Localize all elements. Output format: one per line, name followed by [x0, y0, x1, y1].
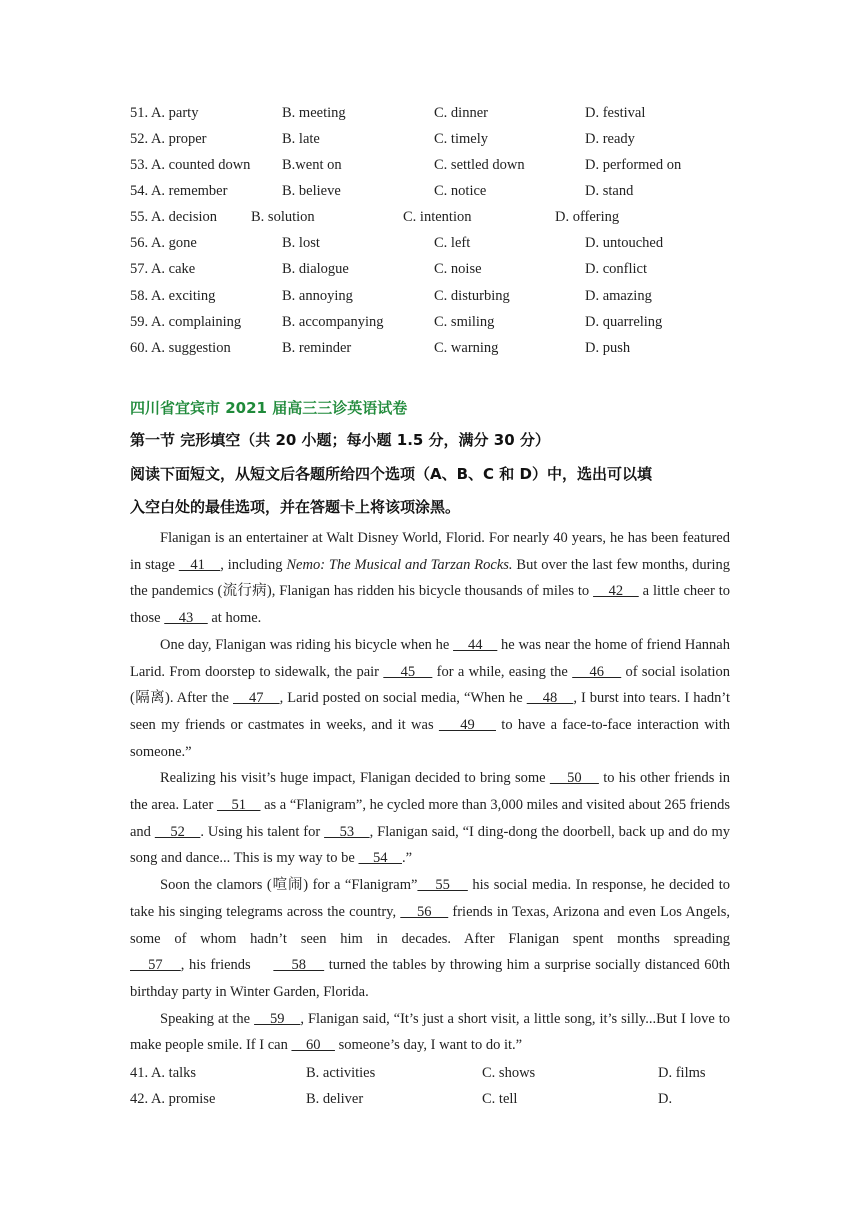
option-d: D. quarreling — [585, 314, 663, 330]
blank-57: 57 — [130, 957, 181, 974]
blank-41: 41 — [178, 556, 221, 573]
blank-44: 44 — [453, 636, 498, 653]
option-d: D. films — [658, 1065, 706, 1081]
passage-text: Realizing his visit’s huge impact, Flanigan decided to bring some — [160, 770, 550, 787]
option-d: D. stand — [585, 183, 634, 199]
blank-50: 50 — [549, 770, 599, 787]
option-c: C. shows — [482, 1065, 536, 1081]
option-d: D. amazing — [585, 288, 652, 304]
passage-text: , Flanigan said, “It’s just a short visit, a little song, it’s silly...But I love to make people smile. If I can — [130, 1010, 731, 1054]
passage-text: at home. — [207, 610, 262, 627]
option-b: B. lost — [282, 235, 320, 251]
option-d: D. — [658, 1091, 673, 1107]
option-c: C. timely — [434, 131, 488, 147]
option-c: C. notice — [434, 183, 487, 199]
option-d: D. festival — [585, 105, 646, 121]
option-c: C. noise — [434, 261, 482, 277]
option-d: D. offering — [555, 209, 620, 225]
option-b: B.went on — [282, 157, 342, 173]
option-b: B. deliver — [306, 1091, 364, 1107]
option-c: C. dinner — [434, 105, 488, 121]
option-d: D. untouched — [585, 235, 664, 251]
option-a: 59. A. complaining — [130, 314, 242, 330]
option-b: B. meeting — [282, 105, 346, 121]
paragraph-2 — [130, 632, 730, 766]
blank-54: 54 — [358, 850, 402, 867]
blank-59: 59 — [254, 1010, 301, 1027]
passage-text: he was near the home of friend Hannah Larid. From doorstep to sidewalk, the pair — [130, 636, 730, 680]
blank-49: 49 — [438, 716, 496, 733]
passage-text: as a “Flanigram”, he cycled more than 3,000 miles and visited about 265 friends and — [130, 797, 731, 840]
option-b: B. late — [282, 131, 320, 147]
blank-56: 56 — [400, 903, 449, 920]
option-a: 56. A. gone — [130, 235, 197, 251]
passage-text: friends in Texas, Arizona and even Los Angels, some of whom hadn’t seen him in decades. After Flanigan spent months spreading — [130, 903, 731, 947]
paragraph-1 — [130, 525, 730, 632]
option-a: 55. A. decision — [130, 209, 217, 225]
option-b: B. activities — [306, 1065, 376, 1081]
passage-text: . Using his talent for — [200, 823, 325, 840]
exam-title: 四川省宜宾市 2021 届高三三诊英语试卷 — [130, 399, 408, 417]
blank-47: 47 — [233, 690, 280, 707]
option-d: D. ready — [585, 131, 635, 147]
passage-text: .” — [401, 850, 413, 867]
option-a: 60. A. suggestion — [130, 340, 231, 356]
passage-text: , I burst into tears. I hadn’t seen my friends or castmates in weeks, and it was — [130, 690, 731, 733]
option-c: C. left — [434, 235, 471, 251]
passage-text: Flanigan is an entertainer at Walt Disney World, Florid. For nearly 40 years, he has been featured in stage — [130, 530, 730, 573]
passage-text: , his friends — [180, 957, 274, 974]
section-title: 第一节 完形填空（共 20 小题；每小题 1.5 分，满分 30 分） — [130, 431, 550, 449]
show-titles: Nemo: The Musical and Tarzan Rocks. — [286, 556, 513, 573]
paragraph-4 — [130, 872, 730, 1006]
passage-text: a little cheer to those — [130, 583, 731, 627]
option-b: B. reminder — [282, 340, 352, 356]
blank-51: 51 — [216, 797, 261, 814]
option-c: C. smiling — [434, 314, 495, 330]
option-a: 58. A. exciting — [130, 288, 216, 304]
option-b: B. solution — [251, 209, 315, 225]
option-c: C. settled down — [434, 157, 525, 173]
blank-48: 48 — [526, 690, 574, 707]
option-a: 57. A. cake — [130, 261, 196, 277]
cloze-passage — [130, 525, 730, 1059]
blank-46: 46 — [572, 663, 622, 680]
blank-53: 53 — [324, 823, 370, 840]
passage-text: his social media. In response, he decided to take his singing telegrams across the country, — [130, 877, 731, 920]
option-a: 52. A. proper — [130, 131, 207, 147]
blank-52: 52 — [154, 823, 201, 840]
option-c: C. tell — [482, 1091, 518, 1107]
option-d: D. performed on — [585, 157, 682, 173]
option-b: B. annoying — [282, 288, 353, 304]
passage-text: of social isolation (隔离). After the — [130, 663, 731, 707]
option-a: 42. A. promise — [130, 1091, 216, 1107]
passage-text: , Larid posted on social media, “When he — [279, 690, 527, 707]
option-b: B. dialogue — [282, 261, 349, 277]
passage-text: for a while, easing the — [432, 663, 573, 680]
option-c: C. intention — [403, 209, 472, 225]
instruction-line-1: 阅读下面短文，从短文后各题所给四个选项（A、B、C 和 D）中，选出可以填 — [130, 465, 652, 483]
option-d: D. conflict — [585, 261, 648, 277]
instruction-line-2: 入空白处的最佳选项，并在答题卡上将该项涂黑。 — [130, 498, 461, 516]
passage-text: to his other friends in the area. Later — [130, 770, 730, 814]
passage-text: Speaking at the — [160, 1010, 255, 1027]
blank-58: 58 — [273, 957, 325, 974]
passage-text: turned the tables by throwing him a surprise socially distanced 60th birthday party in Winter Garden, Florida. — [130, 957, 731, 1000]
blank-42: 42 — [593, 583, 639, 600]
option-c: C. warning — [434, 340, 499, 356]
option-a: 41. A. talks — [130, 1065, 197, 1081]
blank-60: 60 — [291, 1037, 335, 1054]
passage-text: Soon the clamors (喧闹) for a “Flanigram” — [160, 877, 418, 894]
option-d: D. push — [585, 340, 631, 356]
option-b: B. believe — [282, 183, 341, 199]
option-a: 51. A. party — [130, 105, 199, 121]
paragraph-5 — [130, 1006, 730, 1059]
passage-text: , including — [220, 556, 287, 573]
option-a: 54. A. remember — [130, 183, 228, 199]
passage-text: One day, Flanigan was riding his bicycle when he — [160, 636, 454, 653]
blank-43: 43 — [164, 610, 208, 627]
paragraph-3 — [130, 765, 730, 872]
option-a: 53. A. counted down — [130, 157, 251, 173]
passage-text: , Flanigan said, “I ding-dong the doorbell, back up and do my song and dance... This is my way to be — [130, 823, 731, 867]
passage-text: But over the last few months, during the pandemics (流行病), Flanigan has ridden his bicycle thousands of miles to — [130, 556, 731, 600]
passage-text: someone’s day, I want to do it.” — [334, 1037, 523, 1054]
option-c: C. disturbing — [434, 288, 510, 304]
blank-45: 45 — [383, 663, 433, 680]
blank-55: 55 — [417, 877, 468, 894]
option-b: B. accompanying — [282, 314, 384, 330]
passage-text: to have a face-to-face interaction with someone.” — [130, 716, 730, 760]
